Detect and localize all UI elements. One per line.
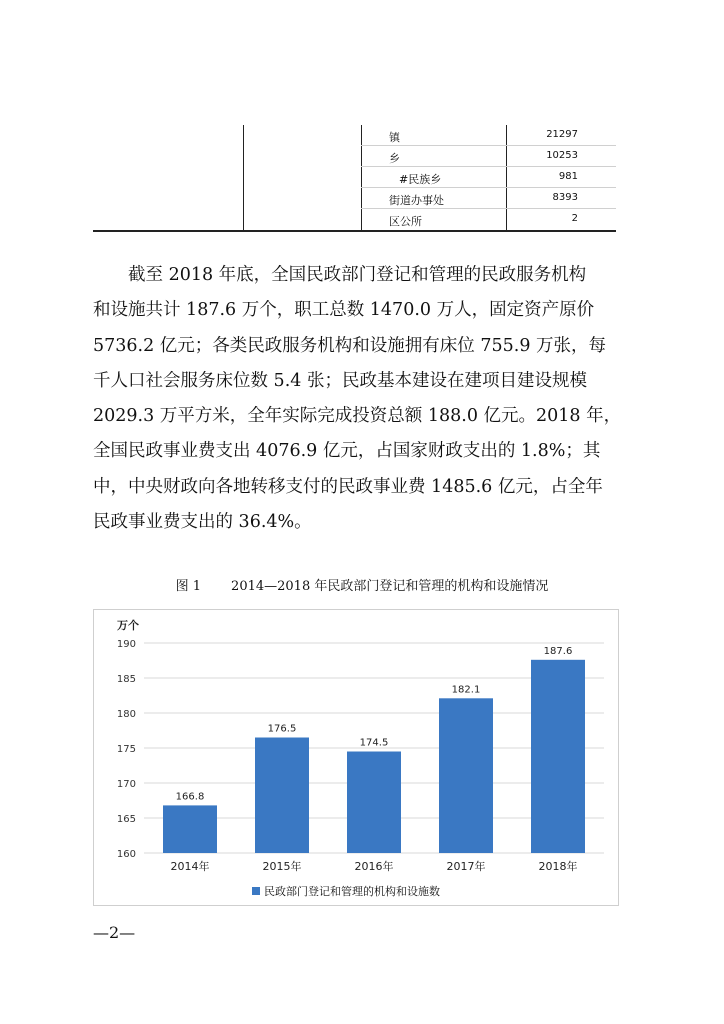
y-tick-label: 160 [116, 849, 136, 860]
paragraph-line: 民政事业费支出的 36.4%。 [93, 512, 312, 533]
body-paragraph [93, 258, 633, 540]
bar [439, 698, 493, 853]
table-cell-value: 2 [571, 213, 578, 224]
paragraph-line: 2029.3 万平方米，全年实际完成投资总额 188.0 亿元。2018 年， [93, 406, 622, 427]
figure-caption [0, 575, 724, 594]
paragraph-line: 和设施共计 187.6 万个，职工总数 1470.0 万人，固定资产原价 [93, 300, 595, 321]
table-cell-name: 街道办事处 [389, 194, 444, 207]
figure-number: 图 1 [175, 579, 202, 594]
data-label: 176.5 [267, 723, 297, 735]
page-number: —2— [93, 923, 136, 942]
y-tick-label: 185 [116, 674, 136, 685]
bar-chart [93, 609, 619, 906]
figure-title: 2014—2018 年民政部门登记和管理的机构和设施情况 [231, 579, 549, 594]
legend-label: 民政部门登记和管理的机构和设施数 [264, 885, 440, 898]
table-cell-value: 21297 [546, 129, 578, 140]
x-tick-label: 2018年 [538, 860, 578, 873]
table-cell-value: 8393 [552, 192, 578, 203]
data-label: 182.1 [451, 684, 481, 696]
x-tick-label: 2014年 [170, 860, 210, 873]
table-row [93, 209, 616, 230]
table-row [93, 125, 616, 146]
y-tick-label: 190 [116, 639, 136, 650]
y-tick-label: 170 [116, 779, 136, 790]
bar [163, 805, 217, 853]
paragraph-line: 5736.2 亿元；各类民政服务机构和设施拥有床位 755.9 万张，每 [93, 335, 607, 356]
y-tick-label: 180 [116, 709, 136, 720]
table-cell-name: #民族乡 [399, 173, 442, 186]
table-cell-value: 10253 [546, 150, 578, 161]
table-row [93, 146, 616, 167]
table-row [93, 188, 616, 209]
x-tick-label: 2016年 [354, 860, 394, 873]
y-tick-label: 165 [116, 814, 136, 825]
table-cell-value: 981 [558, 171, 578, 182]
chart-canvas [94, 610, 618, 880]
data-label: 187.6 [543, 645, 573, 657]
bar [347, 752, 401, 854]
bar [531, 660, 585, 853]
x-tick-label: 2015年 [262, 860, 302, 873]
table-cell-name: 乡 [389, 152, 400, 165]
table-cell-name: 区公所 [389, 215, 422, 228]
paragraph-line: 中，中央财政向各地转移支付的民政事业费 1485.6 亿元，占全年 [93, 476, 603, 497]
chart-legend [252, 883, 440, 899]
data-label: 166.8 [175, 791, 205, 803]
statistics-table [93, 125, 616, 232]
paragraph-line: 千人口社会服务床位数 5.4 张；民政基本建设在建项目建设规模 [93, 370, 587, 391]
legend-swatch [252, 887, 260, 895]
table-bottom-rule [93, 230, 616, 232]
x-tick-label: 2017年 [446, 860, 486, 873]
bar [255, 738, 309, 854]
table-row [93, 167, 616, 188]
data-label: 174.5 [359, 737, 389, 749]
paragraph-line: 截至 2018 年底，全国民政部门登记和管理的民政服务机构 [128, 265, 587, 285]
table-cell-name: 镇 [389, 131, 400, 144]
y-tick-label: 175 [116, 744, 136, 755]
y-axis-unit-label: 万个 [117, 619, 139, 632]
paragraph-line: 全国民政事业费支出 4076.9 亿元，占国家财政支出的 1.8%；其 [93, 441, 601, 462]
